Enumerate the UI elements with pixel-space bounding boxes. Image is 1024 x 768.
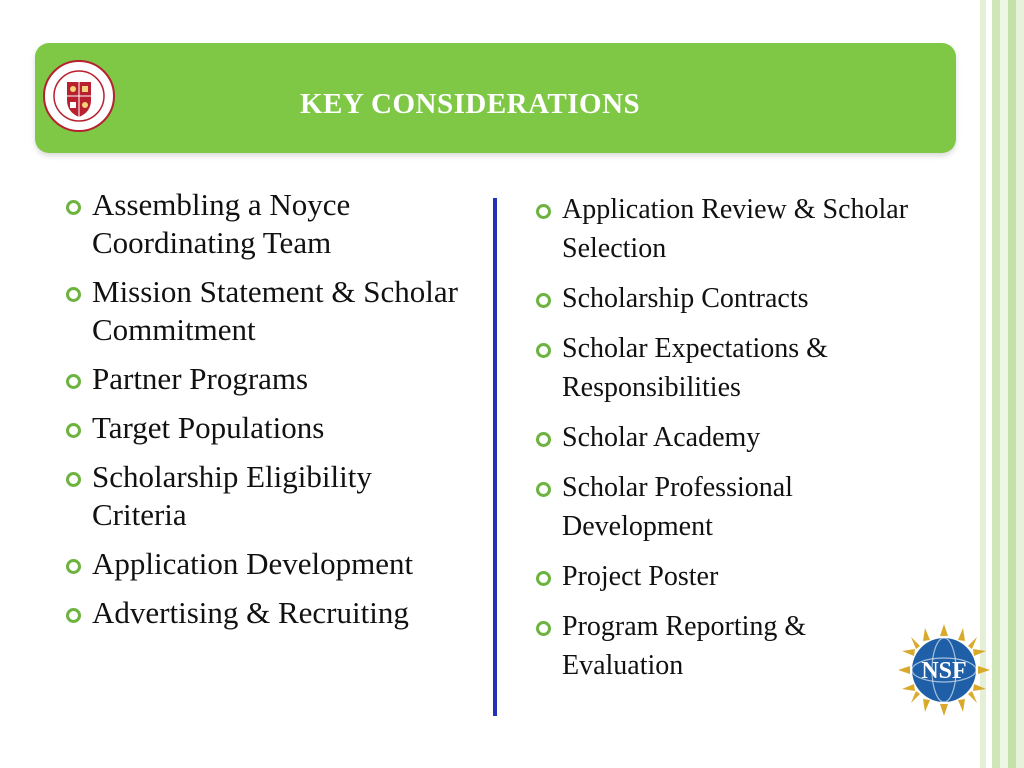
bullet-icon bbox=[66, 608, 81, 623]
bullet-icon bbox=[536, 343, 551, 358]
list-item: Scholar Academy bbox=[532, 418, 912, 457]
bullet-icon bbox=[536, 621, 551, 636]
bullet-icon bbox=[536, 571, 551, 586]
bullet-icon bbox=[66, 374, 81, 389]
bullet-icon bbox=[66, 423, 81, 438]
list-item: Project Poster bbox=[532, 557, 912, 596]
list-item: Program Reporting & Evaluation bbox=[532, 607, 912, 685]
nsf-logo bbox=[896, 622, 992, 718]
list-item: Scholar Expectations & Responsibilities bbox=[532, 329, 912, 407]
bullet-icon bbox=[536, 293, 551, 308]
list-item: Partner Programs bbox=[62, 360, 472, 398]
bullet-icon bbox=[66, 287, 81, 302]
list-item: Assembling a Noyce Coordinating Team bbox=[62, 186, 472, 262]
list-item: Application Development bbox=[62, 545, 472, 583]
left-bullet-list bbox=[62, 186, 472, 643]
list-item: Scholar Professional Development bbox=[532, 468, 912, 546]
list-item: Scholarship Eligibility Criteria bbox=[62, 458, 472, 534]
list-item: Application Review & Scholar Selection bbox=[532, 190, 912, 268]
bullet-icon bbox=[66, 559, 81, 574]
university-seal-logo bbox=[43, 60, 115, 132]
right-bullet-list bbox=[532, 190, 912, 696]
list-item: Target Populations bbox=[62, 409, 472, 447]
nsf-logo-text: NSF bbox=[921, 658, 967, 684]
bullet-icon bbox=[536, 482, 551, 497]
list-item: Mission Statement & Scholar Commitment bbox=[62, 273, 472, 349]
bullet-icon bbox=[66, 472, 81, 487]
slide-title: KEY CONSIDERATIONS bbox=[300, 88, 641, 120]
bullet-icon bbox=[536, 204, 551, 219]
bullet-icon bbox=[66, 200, 81, 215]
list-item: Advertising & Recruiting bbox=[62, 594, 472, 632]
list-item: Scholarship Contracts bbox=[532, 279, 912, 318]
column-divider bbox=[493, 198, 497, 716]
bullet-icon bbox=[536, 432, 551, 447]
